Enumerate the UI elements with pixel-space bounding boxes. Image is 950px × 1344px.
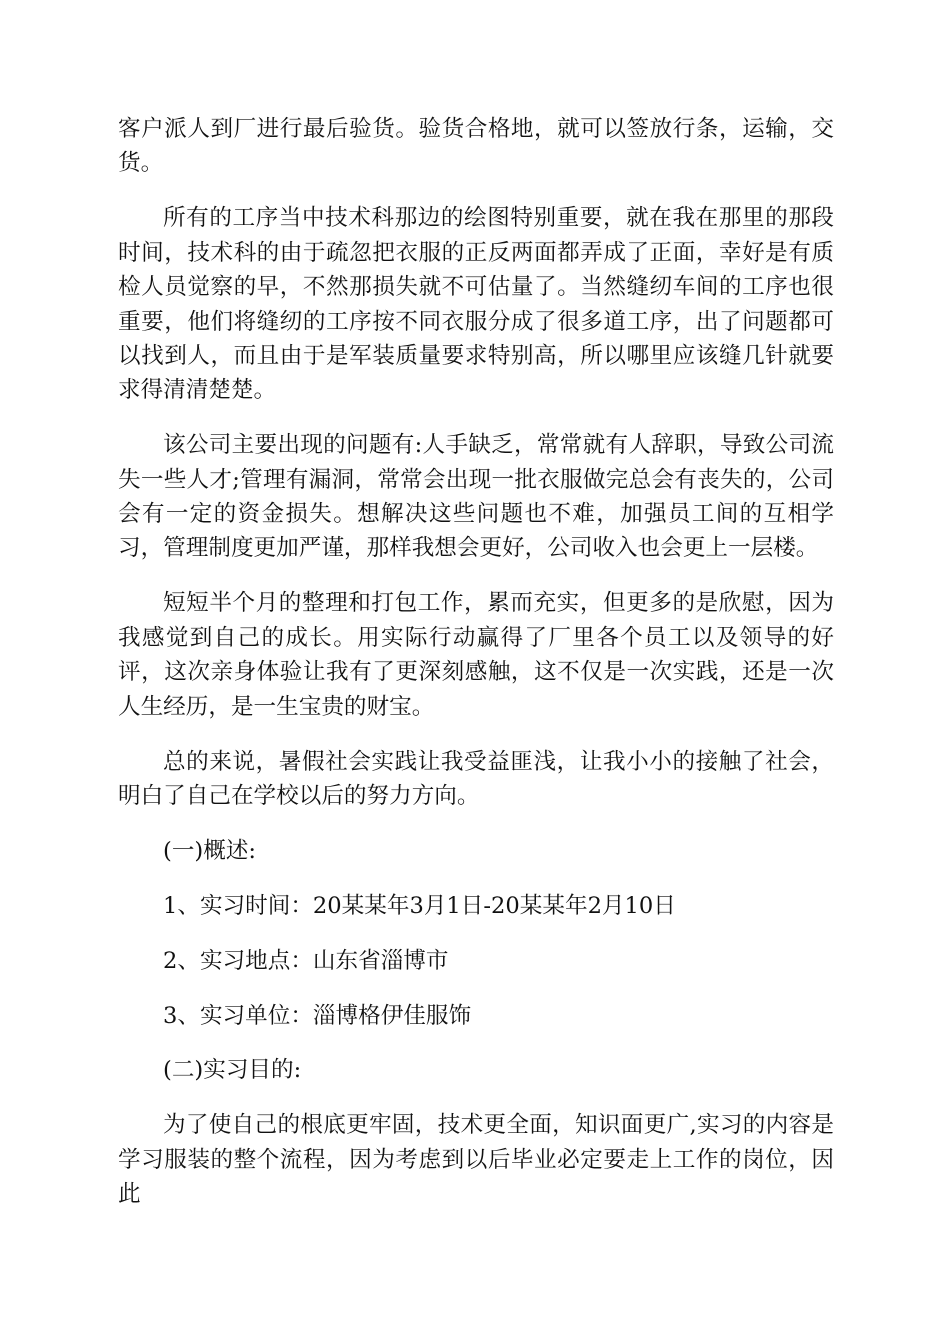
overview-item-location: 2、实习地点：山东省淄博市 [163,947,449,974]
paragraph-summary: 总的来说，暑假社会实践让我受益匪浅，让我小小的接触了社会，明白了自己在学校以后的努力方向。 [118,748,834,809]
overview-heading: (一)概述: [163,837,257,864]
paragraph-acceptance: 客户派人到厂进行最后验货。验货合格地，就可以签放行条，运输，交货。 [118,116,834,177]
document-page [118,112,834,1232]
purpose-heading: (二)实习目的: [163,1057,302,1084]
paragraph-drawing-importance: 所有的工序当中技术科那边的绘图特别重要，就在我在那里的那段时间，技术科的由于疏忽把衣服的正反两面都弄成了正面，幸好是有质检人员觉察的早，不然那损失就不可估量了。当然缝纫车间的工序也很重要，他们将缝纫的工序按不同衣服分成了很多道工序，出了问题都可以找到人，而且由于是军装质量要求特别高，所以哪里应该缝几针就要求得清清楚楚。 [118,205,834,404]
paragraph-purpose: 为了使自己的根底更牢固，技术更全面，知识面更广,实习的内容是学习服装的整个流程，因为考虑到以后毕业必定要走上工作的岗位，因此 [118,1112,834,1208]
overview-item-time: 1、实习时间：20某某年3月1日-20某某年2月10日 [163,892,676,919]
paragraph-company-problems: 该公司主要出现的问题有:人手缺乏，常常就有人辞职，导致公司流失一些人才;管理有漏洞，常常会出现一批衣服做完总会有丧失的，公司会有一定的资金损失。想解决这些问题也不难，加强员工间的互相学习，管理制度更加严谨，那样我想会更好，公司收入也会更上一层楼。 [118,432,834,562]
overview-item-company: 3、实习单位：淄博格伊佳服饰 [163,1002,472,1029]
paragraph-growth: 短短半个月的整理和打包工作，累而充实，但更多的是欣慰，因为我感觉到自己的成长。用实际行动赢得了厂里各个员工以及领导的好评，这次亲身体验让我有了更深刻感触，这不仅是一次实践，还是一次人生经历，是一生宝贵的财宝。 [118,590,834,720]
